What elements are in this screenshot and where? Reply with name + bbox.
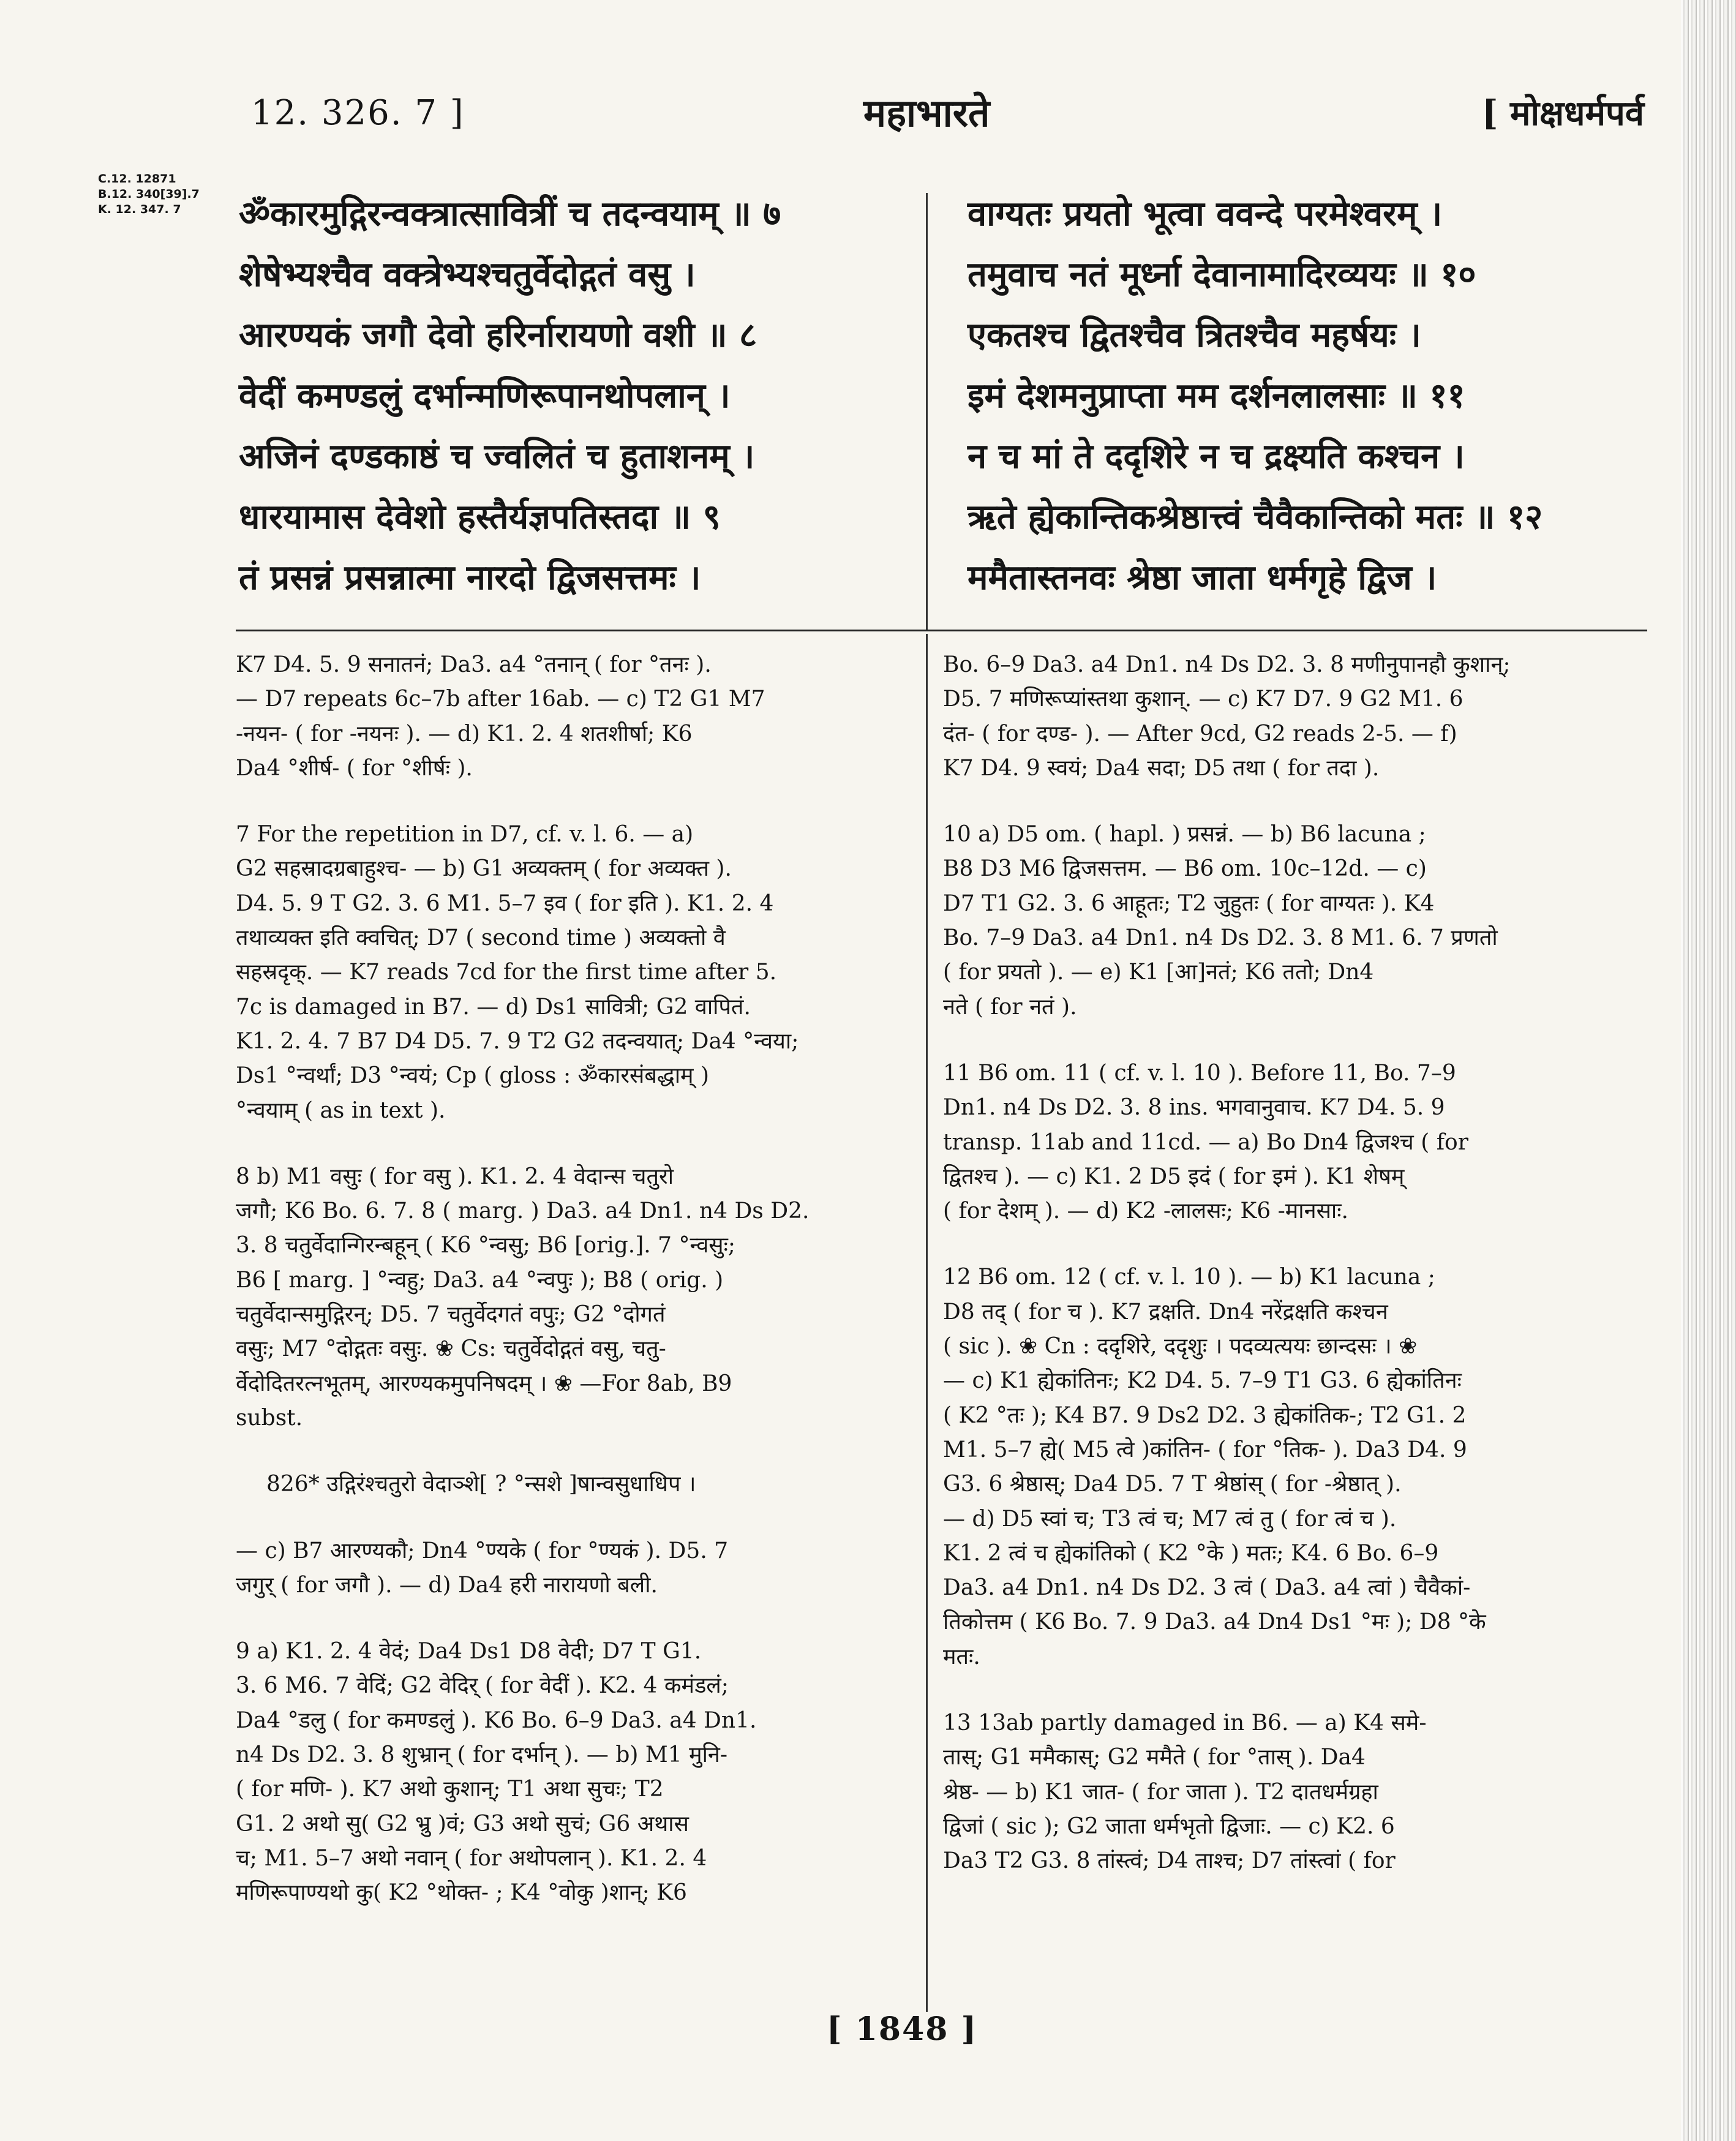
- apparatus-line: 3. 8 चतुर्वेदान्गिरन्बहून् ( K6 °न्वसु; B6 [orig.]. 7 °न्वसुः;: [236, 1233, 736, 1259]
- apparatus-line: ( sic ). ❀ Cn : ददृशिरे, ददृशुः । पदव्यत्ययः छान्दसः । ❀: [943, 1334, 1418, 1360]
- verse-line: धारयामास देवेशो हस्तैर्यज्ञपतिस्तदा ॥ ९: [239, 497, 721, 537]
- note-gap: [943, 786, 1623, 818]
- apparatus-line: K1. 2. 4. 7 B7 D4 D5. 7. 9 T2 G2 तदन्वयात्; Da4 °न्वया;: [236, 1028, 799, 1054]
- apparatus-line: र्वेदोदितरत्नभूतम्, आरण्यकमुपनिषदम् । ❀ —For 8ab, B9: [236, 1371, 732, 1396]
- scan-edge-border: [1681, 0, 1736, 2141]
- apparatus-line: द्विजां ( sic ); G2 जाता धर्मभृतो द्विजाः. — c) K2. 6: [943, 1813, 1395, 1839]
- apparatus-line: D8 तद् ( for च ). K7 द्रक्षति. Dn4 नरेंद्रक्षति कश्चन: [943, 1299, 1388, 1325]
- apparatus-note: [943, 648, 1623, 786]
- apparatus-note: [236, 648, 915, 786]
- page-title: महाभारते: [863, 91, 990, 135]
- apparatus-line: G2 सहस्रादग्रबाहुश्च- — b) G1 अव्यक्तम् ( for अव्यक्त ).: [236, 856, 732, 882]
- verse-line: ॐकारमुद्गिरन्वक्त्रात्सावित्रीं च तदन्वयाम् ॥ ७: [239, 194, 781, 234]
- apparatus-line: वसुः; M7 °दोद्गतः वसुः. ❀ Cs: चतुर्वेदोद्गतं वसु, चतु-: [236, 1336, 666, 1362]
- verse-column-right: [968, 184, 1647, 608]
- apparatus-line: 13 13ab partly damaged in B6. — a) K4 समे-: [943, 1710, 1427, 1736]
- apparatus-line: — D7 repeats 6c–7b after 16ab. — c) T2 G1 M7: [236, 687, 765, 712]
- apparatus-line: Dn1. n4 Ds D2. 3. 8 ins. भगवानुवाच. K7 D4. 5. 9: [943, 1095, 1445, 1121]
- apparatus-line: °न्वयाम् ( as in text ).: [236, 1097, 446, 1123]
- apparatus-line: 826* उद्गिरंश्चतुरो वेदाञ्शे[ ? °न्सशे ]षान्वसुधाधिप ।: [266, 1472, 696, 1497]
- page-number: [ 1848 ]: [827, 2011, 978, 2048]
- apparatus-line: D5. 7 मणिरूप्यांस्तथा कुशान्. — c) K7 D7. 9 G2 M1. 6: [943, 687, 1464, 712]
- concordance-references: [98, 171, 200, 217]
- verse-line: अजिनं दण्डकाष्ठं च ज्वलितं च हुताशनम् ।: [239, 436, 755, 476]
- apparatus-line: Da4 °शीर्ष- ( for °शीर्षः ).: [236, 755, 473, 781]
- apparatus-column-left: [236, 648, 915, 1911]
- apparatus-line: मतः.: [943, 1644, 980, 1669]
- apparatus-line: Bo. 7–9 Da3. a4 Dn1. n4 Ds D2. 3. 8 M1. 6. 7 प्रणतो: [943, 925, 1498, 951]
- note-gap: [236, 1128, 915, 1160]
- apparatus-line: 3. 6 M6. 7 वेदिं; G2 वेदिर् ( for वेदीं ). K2. 4 कमंडलं;: [236, 1673, 729, 1699]
- apparatus-line: 11 B6 om. 11 ( cf. v. l. 10 ). Before 11, Bo. 7–9: [943, 1060, 1456, 1086]
- verse-line: तमुवाच नतं मूर्ध्ना देवानामादिरव्ययः ॥ १०: [968, 254, 1476, 295]
- apparatus-note: [943, 1260, 1623, 1674]
- apparatus-note: [943, 818, 1623, 1025]
- apparatus-line: Da3 T2 G3. 8 तांस्त्वं; D4 ताश्च; D7 तांस्त्वां ( for: [943, 1848, 1396, 1874]
- apparatus-line: M1. 5–7 ह्ये( M5 त्वे )कांतिन- ( for °तिक- ). Da3 D4. 9: [943, 1437, 1467, 1462]
- verse-line: इमं देशमनुप्राप्ता मम दर्शनलालसाः ॥ ११: [968, 375, 1465, 416]
- apparatus-line: द्वितश्च ). — c) K1. 2 D5 इदं ( for इमं ). K1 शेषम्: [943, 1164, 1405, 1189]
- verse-line: तं प्रसन्नं प्रसन्नात्मा नारदो द्विजसत्तमः ।: [239, 557, 701, 598]
- apparatus-line: ( for प्रयतो ). — e) K1 [आ]नतं; K6 ततो; Dn4: [943, 960, 1374, 985]
- apparatus-line: 10 a) D5 om. ( hapl. ) प्रसन्नं. — b) B6 lacuna ;: [943, 822, 1426, 848]
- apparatus-note: [236, 818, 915, 1128]
- apparatus-line: G1. 2 अथो सु( G2 भ्रु )वं; G3 अथो सुचं; G6 अथास: [236, 1811, 689, 1837]
- verse-line: एकतश्च द्वितश्चैव त्रितश्चैव महर्षयः ।: [968, 315, 1421, 355]
- verse-column-left: [239, 184, 925, 608]
- apparatus-line: ( for देशम् ). — d) K2 -लालसः; K6 -मानसाः.: [943, 1198, 1348, 1224]
- apparatus-line: मणिरूपाण्यथो कु( K2 °थोक्त- ; K4 °वोकु )शान्; K6: [236, 1880, 687, 1906]
- apparatus-line: n4 Ds D2. 3. 8 शुभ्रान् ( for दर्भान् ). — b) M1 मुनि-: [236, 1742, 728, 1768]
- apparatus-line: 7c is damaged in B7. — d) Ds1 सावित्री; G2 वापितं.: [236, 994, 751, 1020]
- apparatus-line: Bo. 6–9 Da3. a4 Dn1. n4 Ds D2. 3. 8 मणीनुपानहौ कुशान्;: [943, 652, 1511, 677]
- apparatus-line: 9 a) K1. 2. 4 वेदं; Da4 Ds1 D8 वेदी; D7 T G1.: [236, 1639, 702, 1665]
- apparatus-note: [236, 1534, 915, 1603]
- column-divider-verses: [926, 193, 928, 630]
- apparatus-line: K7 D4. 5. 9 सनातनं; Da3. a4 °तनान् ( for °तनः ).: [236, 652, 712, 677]
- apparatus-line: च; M1. 5–7 अथो नवान् ( for अथोपलान् ). K1. 2. 4: [236, 1845, 707, 1871]
- note-gap: [236, 786, 915, 818]
- apparatus-line: तास्; G1 ममैकास्; G2 ममैते ( for °तास् ). Da4: [943, 1745, 1366, 1770]
- apparatus-line: K7 D4. 9 स्वयं; Da4 सदा; D5 तथा ( for तदा ).: [943, 755, 1380, 781]
- apparatus-line: श्रेष्ठ- — b) K1 जात- ( for जाता ). T2 दातधर्मग्रहा: [943, 1779, 1378, 1805]
- apparatus-line: 8 b) M1 वसुः ( for वसु ). K1. 2. 4 वेदान्स चतुरो: [236, 1164, 674, 1189]
- apparatus-line: तिकोत्तम ( K6 Bo. 7. 9 Da3. a4 Dn4 Ds1 °मः ); D8 °के: [943, 1609, 1486, 1635]
- apparatus-column-right: [943, 648, 1623, 1879]
- apparatus-line: ( K2 °तः ); K4 B7. 9 Ds2 D2. 3 ह्येकांतिक-; T2 G1. 2: [943, 1402, 1467, 1428]
- apparatus-line: subst.: [236, 1405, 303, 1431]
- verse-line: वाग्यतः प्रयतो भूत्वा ववन्दे परमेश्वरम् ।: [968, 194, 1443, 234]
- apparatus-line: K1. 2 त्वं च ह्येकांतिको ( K2 °के ) मतः; K4. 6 Bo. 6–9: [943, 1540, 1439, 1566]
- apparatus-line: D7 T1 G2. 3. 6 आहूतः; T2 जुहुतः ( for वाग्यतः ). K4: [943, 890, 1435, 916]
- note-gap: [236, 1435, 915, 1467]
- concordance-item: B.12. 340[39].7: [98, 187, 200, 201]
- apparatus-line: नते ( for नतं ).: [943, 994, 1077, 1020]
- apparatus-line: D4. 5. 9 T G2. 3. 6 M1. 5–7 इव ( for इति ). K1. 2. 4: [236, 890, 774, 916]
- horizontal-rule: [236, 630, 1647, 631]
- verse-line: आरण्यकं जगौ देवो हरिर्नारायणो वशी ॥ ८: [239, 315, 757, 355]
- concordance-item: C.12. 12871: [98, 172, 176, 186]
- apparatus-line: -नयन- ( for -नयनः ). — d) K1. 2. 4 शतशीर्षा; K6: [236, 721, 693, 747]
- apparatus-line: सहस्रदृक्. — K7 reads 7cd for the first time after 5.: [236, 960, 777, 985]
- apparatus-line: B6 [ marg. ] °न्वहु; Da3. a4 °न्वपुः ); B8 ( orig. ): [236, 1267, 724, 1293]
- apparatus-line: जगुर् ( for जगौ ). — d) Da4 हरी नारायणो बली.: [236, 1572, 658, 1598]
- note-gap: [943, 1025, 1623, 1056]
- column-divider-notes: [926, 634, 928, 2012]
- note-gap: [236, 1603, 915, 1635]
- apparatus-line: Da3. a4 Dn1. n4 Ds D2. 3 त्वं ( Da3. a4 त्वां ) चैवैकां-: [943, 1575, 1471, 1601]
- apparatus-line: तथाव्यक्त इति क्वचित्; D7 ( second time ) अव्यक्तो वै: [236, 925, 726, 951]
- note-gap: [943, 1229, 1623, 1260]
- note-gap: [236, 1502, 915, 1534]
- apparatus-note: [236, 1635, 915, 1910]
- note-gap: [943, 1674, 1623, 1706]
- apparatus-line: Da4 °डलु ( for कमण्डलुं ). K6 Bo. 6–9 Da3. a4 Dn1.: [236, 1707, 757, 1733]
- verse-reference: 12. 326. 7 ]: [251, 93, 465, 133]
- apparatus-note: [236, 1160, 915, 1435]
- verse-line: शेषेभ्यश्चैव वक्त्रेभ्यश्चतुर्वेदोद्गतं वसु ।: [239, 254, 696, 295]
- apparatus-line: ( for मणि- ). K7 अथो कुशान्; T1 अथा सुचः; T2: [236, 1777, 664, 1802]
- apparatus-line: 12 B6 om. 12 ( cf. v. l. 10 ). — b) K1 lacuna ;: [943, 1265, 1435, 1290]
- verse-line: ऋते ह्येकान्तिकश्रेष्ठात्त्वं चैवैकान्तिको मतः ॥ १२: [968, 497, 1543, 537]
- apparatus-line: transp. 11ab and 11cd. — a) Bo Dn4 द्विजश्च ( for: [943, 1129, 1468, 1155]
- apparatus-line: दंत- ( for दण्ड- ). — After 9cd, G2 reads 2-5. — f): [943, 721, 1457, 747]
- apparatus-line: G3. 6 श्रेष्ठास्; Da4 D5. 7 T श्रेष्ठांस् ( for -श्रेष्ठात् ).: [943, 1472, 1402, 1497]
- apparatus-line: जगौ; K6 Bo. 6. 7. 8 ( marg. ) Da3. a4 Dn1. n4 Ds D2.: [236, 1198, 810, 1224]
- apparatus-line: Ds1 °न्वर्थां; D3 °न्वयं; Cp ( gloss : ॐकारसंबद्धाम् ): [236, 1063, 710, 1089]
- apparatus-note: [236, 1467, 915, 1502]
- apparatus-note: [943, 1056, 1623, 1229]
- apparatus-line: — c) K1 ह्येकांतिनः; K2 D4. 5. 7–9 T1 G3. 6 ह्येकांतिनः: [943, 1368, 1462, 1394]
- verse-line: ममैतास्तनवः श्रेष्ठा जाता धर्मगृहे द्विज ।: [968, 557, 1437, 598]
- section-title: [ मोक्षधर्मपर्व: [1481, 93, 1644, 134]
- verse-line: वेदीं कमण्डलुं दर्भान्मणिरूपानथोपलान् ।: [239, 375, 731, 416]
- verse-line: न च मां ते ददृशिरे न च द्रक्ष्यति कश्चन ।: [968, 436, 1465, 476]
- apparatus-line: B8 D3 M6 द्विजसत्तम. — B6 om. 10c–12d. — c): [943, 856, 1427, 882]
- apparatus-line: चतुर्वेदान्समुद्गिरन्; D5. 7 चतुर्वेदगतं वपुः; G2 °दोगतं: [236, 1302, 666, 1328]
- apparatus-line: — c) B7 आरण्यकौ; Dn4 °ण्यके ( for °ण्यकं ). D5. 7: [236, 1538, 729, 1563]
- apparatus-line: 7 For the repetition in D7, cf. v. l. 6. — a): [236, 822, 694, 848]
- apparatus-line: — d) D5 स्वां च; T3 त्वं च; M7 त्वं तु ( for त्वं च ).: [943, 1506, 1397, 1532]
- apparatus-note: [943, 1706, 1623, 1878]
- concordance-item: K. 12. 347. 7: [98, 203, 181, 216]
